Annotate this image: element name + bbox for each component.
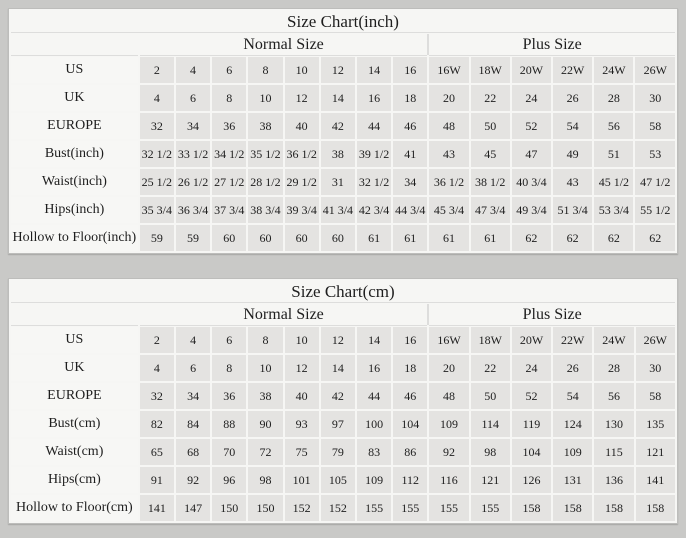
table-row	[11, 383, 675, 409]
plus-size-value: 109	[429, 411, 468, 437]
normal-size-value: 39 1/2	[357, 141, 391, 167]
table-row	[11, 225, 675, 251]
normal-size-value: 33 1/2	[176, 141, 210, 167]
plus-size-value: 114	[471, 411, 510, 437]
normal-size-value: 32	[140, 383, 174, 409]
normal-size-value: 44	[357, 383, 391, 409]
normal-size-value: 25 1/2	[140, 169, 174, 195]
plus-size-value: 47	[512, 141, 551, 167]
normal-size-value: 18	[393, 355, 427, 381]
plus-size-value: 24W	[594, 57, 633, 83]
plus-size-value: 22W	[553, 57, 592, 83]
plus-size-value: 45 3/4	[429, 197, 468, 223]
normal-size-value: 72	[248, 439, 282, 465]
normal-size-value: 38 3/4	[248, 197, 282, 223]
normal-size-value: 60	[321, 225, 355, 251]
table-row	[11, 467, 675, 493]
normal-size-value: 38	[248, 383, 282, 409]
plus-size-value: 62	[594, 225, 633, 251]
row-label: UK	[11, 355, 138, 381]
group-header-spacer	[11, 304, 138, 325]
table-row	[11, 495, 675, 521]
row-label: Bust(cm)	[11, 411, 138, 437]
normal-size-value: 4	[176, 57, 210, 83]
normal-size-header: Normal Size	[140, 304, 428, 325]
normal-size-value: 14	[357, 57, 391, 83]
normal-size-value: 12	[285, 85, 319, 111]
plus-size-value: 61	[429, 225, 468, 251]
normal-size-value: 84	[176, 411, 210, 437]
normal-size-value: 16	[357, 355, 391, 381]
plus-size-value: 51	[594, 141, 633, 167]
title-row	[11, 11, 675, 32]
normal-size-value: 16	[357, 85, 391, 111]
normal-size-value: 31	[321, 169, 355, 195]
plus-size-value: 30	[635, 85, 675, 111]
normal-size-value: 150	[212, 495, 246, 521]
normal-size-value: 4	[176, 327, 210, 353]
plus-size-value: 56	[594, 113, 633, 139]
plus-size-value: 28	[594, 355, 633, 381]
normal-size-value: 32	[140, 113, 174, 139]
plus-size-value: 18W	[471, 57, 510, 83]
normal-size-value: 147	[176, 495, 210, 521]
table-row	[11, 85, 675, 111]
plus-size-value: 18W	[471, 327, 510, 353]
normal-size-value: 8	[212, 85, 246, 111]
normal-size-value: 101	[285, 467, 319, 493]
row-label: Waist(cm)	[11, 439, 138, 465]
plus-size-value: 22	[471, 355, 510, 381]
row-label: UK	[11, 85, 138, 111]
normal-size-value: 6	[176, 355, 210, 381]
plus-size-value: 26	[553, 355, 592, 381]
normal-size-value: 36 3/4	[176, 197, 210, 223]
normal-size-value: 36 1/2	[285, 141, 319, 167]
table-row	[11, 141, 675, 167]
row-label: Waist(inch)	[11, 169, 138, 195]
group-header-row	[11, 34, 675, 55]
normal-size-value: 38	[248, 113, 282, 139]
normal-size-value: 12	[321, 57, 355, 83]
normal-size-value: 10	[285, 327, 319, 353]
normal-size-value: 32 1/2	[357, 169, 391, 195]
table-row	[11, 439, 675, 465]
plus-size-value: 22W	[553, 327, 592, 353]
normal-size-value: 10	[248, 355, 282, 381]
normal-size-value: 91	[140, 467, 174, 493]
plus-size-value: 50	[471, 383, 510, 409]
normal-size-value: 61	[393, 225, 427, 251]
normal-size-value: 155	[357, 495, 391, 521]
normal-size-value: 37 3/4	[212, 197, 246, 223]
normal-size-value: 36	[212, 383, 246, 409]
plus-size-value: 155	[429, 495, 468, 521]
plus-size-value: 24	[512, 355, 551, 381]
plus-size-value: 155	[471, 495, 510, 521]
plus-size-value: 109	[553, 439, 592, 465]
plus-size-value: 158	[636, 495, 675, 521]
plus-size-value: 119	[512, 411, 551, 437]
normal-size-value: 26 1/2	[176, 169, 210, 195]
normal-size-value: 8	[212, 355, 246, 381]
normal-size-value: 2	[140, 57, 174, 83]
normal-size-value: 6	[212, 327, 246, 353]
normal-size-value: 86	[393, 439, 427, 465]
plus-size-value: 40 3/4	[512, 169, 551, 195]
normal-size-value: 152	[285, 495, 319, 521]
plus-size-value: 20	[429, 85, 468, 111]
table-row	[11, 169, 675, 195]
plus-size-value: 141	[636, 467, 675, 493]
plus-size-value: 92	[429, 439, 468, 465]
normal-size-value: 65	[140, 439, 174, 465]
normal-size-value: 14	[321, 85, 355, 111]
normal-size-value: 42	[321, 113, 355, 139]
normal-size-value: 41	[393, 141, 427, 167]
normal-size-value: 60	[285, 225, 319, 251]
plus-size-value: 61	[471, 225, 510, 251]
normal-size-value: 46	[393, 383, 427, 409]
plus-size-value: 52	[512, 383, 551, 409]
row-label: Hollow to Floor(inch)	[11, 225, 138, 251]
plus-size-value: 121	[636, 439, 675, 465]
plus-size-value: 43	[553, 169, 592, 195]
normal-size-value: 60	[248, 225, 282, 251]
normal-size-value: 100	[357, 411, 391, 437]
normal-size-value: 59	[140, 225, 174, 251]
plus-size-value: 16W	[429, 327, 468, 353]
plus-size-value: 51 3/4	[553, 197, 592, 223]
normal-size-value: 35 3/4	[140, 197, 174, 223]
plus-size-value: 16W	[429, 57, 468, 83]
normal-size-value: 75	[285, 439, 319, 465]
plus-size-value: 49 3/4	[512, 197, 551, 223]
normal-size-value: 92	[176, 467, 210, 493]
normal-size-value: 18	[393, 85, 427, 111]
normal-size-value: 83	[357, 439, 391, 465]
table-row	[11, 197, 675, 223]
normal-size-value: 70	[212, 439, 246, 465]
normal-size-value: 35 1/2	[248, 141, 282, 167]
normal-size-value: 8	[248, 57, 282, 83]
plus-size-value: 58	[635, 113, 675, 139]
normal-size-value: 16	[393, 327, 427, 353]
plus-size-value: 26W	[636, 327, 675, 353]
normal-size-value: 97	[321, 411, 355, 437]
normal-size-value: 96	[212, 467, 246, 493]
plus-size-value: 130	[594, 411, 633, 437]
normal-size-value: 141	[140, 495, 174, 521]
normal-size-value: 28 1/2	[248, 169, 282, 195]
table-row	[11, 411, 675, 437]
normal-size-value: 4	[140, 355, 174, 381]
plus-size-value: 62	[512, 225, 551, 251]
normal-size-value: 40	[285, 113, 319, 139]
normal-size-value: 16	[393, 57, 427, 83]
plus-size-value: 47 3/4	[471, 197, 510, 223]
table-row	[11, 57, 675, 83]
plus-size-value: 52	[512, 113, 551, 139]
plus-size-value: 38 1/2	[471, 169, 510, 195]
normal-size-value: 40	[285, 383, 319, 409]
normal-size-value: 12	[321, 327, 355, 353]
normal-size-value: 10	[248, 85, 282, 111]
plus-size-value: 158	[594, 495, 633, 521]
plus-size-value: 135	[636, 411, 675, 437]
row-label: US	[11, 57, 138, 83]
normal-size-value: 98	[248, 467, 282, 493]
size-chart-inch-panel	[8, 8, 678, 254]
row-label: EUROPE	[11, 383, 138, 409]
normal-size-value: 59	[176, 225, 210, 251]
plus-size-header: Plus Size	[429, 34, 675, 55]
normal-size-value: 32 1/2	[140, 141, 174, 167]
plus-size-value: 28	[594, 85, 633, 111]
plus-size-value: 115	[594, 439, 633, 465]
plus-size-value: 104	[512, 439, 551, 465]
normal-size-value: 6	[212, 57, 246, 83]
normal-size-value: 4	[140, 85, 174, 111]
plus-size-value: 121	[471, 467, 510, 493]
normal-size-value: 12	[285, 355, 319, 381]
normal-size-value: 44	[357, 113, 391, 139]
plus-size-header: Plus Size	[429, 304, 675, 325]
row-label: EUROPE	[11, 113, 138, 139]
plus-size-value: 126	[512, 467, 551, 493]
normal-size-value: 42 3/4	[357, 197, 391, 223]
plus-size-value: 26W	[635, 57, 675, 83]
normal-size-value: 6	[176, 85, 210, 111]
plus-size-value: 124	[553, 411, 592, 437]
size-chart-table	[9, 279, 677, 523]
title-row	[11, 281, 675, 302]
plus-size-value: 53	[635, 141, 675, 167]
table-title: Size Chart(inch)	[11, 11, 675, 32]
plus-size-value: 131	[553, 467, 592, 493]
normal-size-value: 34	[393, 169, 427, 195]
plus-size-value: 48	[429, 113, 468, 139]
normal-size-value: 68	[176, 439, 210, 465]
table-row	[11, 113, 675, 139]
group-header-spacer	[11, 34, 138, 55]
normal-size-value: 8	[248, 327, 282, 353]
normal-size-value: 152	[321, 495, 355, 521]
normal-size-value: 39 3/4	[285, 197, 319, 223]
plus-size-value: 54	[553, 383, 592, 409]
plus-size-value: 136	[594, 467, 633, 493]
normal-size-value: 34	[176, 383, 210, 409]
plus-size-value: 43	[429, 141, 468, 167]
plus-size-value: 56	[594, 383, 633, 409]
normal-size-value: 14	[357, 327, 391, 353]
normal-size-value: 34	[176, 113, 210, 139]
normal-size-value: 14	[321, 355, 355, 381]
plus-size-value: 48	[429, 383, 468, 409]
normal-size-value: 60	[212, 225, 246, 251]
table-title: Size Chart(cm)	[11, 281, 675, 302]
normal-size-value: 112	[393, 467, 427, 493]
normal-size-value: 90	[248, 411, 282, 437]
plus-size-value: 24	[512, 85, 551, 111]
normal-size-value: 27 1/2	[212, 169, 246, 195]
plus-size-value: 45	[471, 141, 510, 167]
normal-size-value: 34 1/2	[212, 141, 246, 167]
normal-size-value: 46	[393, 113, 427, 139]
plus-size-value: 58	[636, 383, 675, 409]
plus-size-value: 158	[553, 495, 592, 521]
size-chart-cm-panel	[8, 278, 678, 524]
plus-size-value: 50	[471, 113, 510, 139]
plus-size-value: 24W	[594, 327, 633, 353]
normal-size-value: 93	[285, 411, 319, 437]
row-label: Hips(cm)	[11, 467, 138, 493]
plus-size-value: 20W	[512, 57, 551, 83]
plus-size-value: 20	[429, 355, 468, 381]
plus-size-value: 36 1/2	[429, 169, 468, 195]
normal-size-value: 29 1/2	[285, 169, 319, 195]
normal-size-value: 41 3/4	[321, 197, 355, 223]
plus-size-value: 98	[471, 439, 510, 465]
normal-size-value: 44 3/4	[393, 197, 427, 223]
normal-size-value: 104	[393, 411, 427, 437]
plus-size-value: 30	[636, 355, 675, 381]
row-label: Hips(inch)	[11, 197, 138, 223]
plus-size-value: 158	[512, 495, 551, 521]
normal-size-value: 10	[285, 57, 319, 83]
normal-size-value: 2	[140, 327, 174, 353]
row-label: US	[11, 327, 138, 353]
group-header-row	[11, 304, 675, 325]
plus-size-value: 45 1/2	[594, 169, 633, 195]
normal-size-value: 155	[393, 495, 427, 521]
normal-size-value: 109	[357, 467, 391, 493]
plus-size-value: 22	[471, 85, 510, 111]
normal-size-value: 42	[321, 383, 355, 409]
normal-size-value: 82	[140, 411, 174, 437]
normal-size-value: 79	[321, 439, 355, 465]
plus-size-value: 26	[553, 85, 592, 111]
plus-size-value: 47 1/2	[635, 169, 675, 195]
plus-size-value: 116	[429, 467, 468, 493]
table-row	[11, 355, 675, 381]
plus-size-value: 62	[635, 225, 675, 251]
plus-size-value: 20W	[512, 327, 551, 353]
plus-size-value: 55 1/2	[635, 197, 675, 223]
plus-size-value: 49	[553, 141, 592, 167]
normal-size-value: 150	[248, 495, 282, 521]
plus-size-value: 62	[553, 225, 592, 251]
normal-size-value: 88	[212, 411, 246, 437]
plus-size-value: 53 3/4	[594, 197, 633, 223]
normal-size-header: Normal Size	[140, 34, 428, 55]
normal-size-value: 38	[321, 141, 355, 167]
normal-size-value: 105	[321, 467, 355, 493]
normal-size-value: 61	[357, 225, 391, 251]
plus-size-value: 54	[553, 113, 592, 139]
normal-size-value: 36	[212, 113, 246, 139]
size-chart-table	[9, 9, 677, 253]
table-row	[11, 327, 675, 353]
row-label: Hollow to Floor(cm)	[11, 495, 138, 521]
row-label: Bust(inch)	[11, 141, 138, 167]
